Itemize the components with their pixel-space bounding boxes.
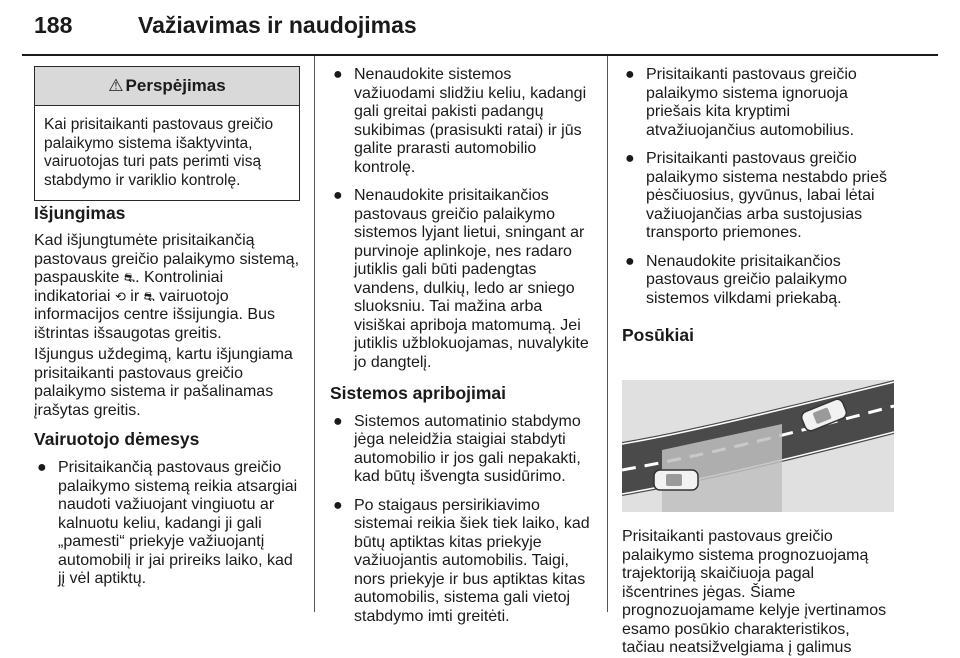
list-item-text: Nenaudokite prisitaikančios pastovaus greičio palaikymo sistemos vilkdami priekabą. bbox=[646, 252, 847, 307]
list-item bbox=[622, 66, 892, 140]
column-3 bbox=[622, 56, 892, 656]
page-header bbox=[22, 0, 938, 56]
warning-title: Perspėjimas bbox=[125, 75, 226, 95]
bullet-list bbox=[330, 413, 595, 627]
bullet-dot: ● bbox=[333, 412, 343, 430]
bullet-dot: ● bbox=[625, 252, 635, 270]
cruise-control-icon: ⛐ bbox=[123, 270, 136, 285]
bullet-dot: ● bbox=[333, 66, 343, 83]
list-item bbox=[330, 187, 595, 372]
warning-text: Kai prisitaikanti pastovaus greičio palaikymo sistema išaktyvinta, vairuotojas turi pats perimti visą stabdymo ir variklio kontrolę. bbox=[44, 116, 274, 189]
section-heading-driver-attention: Vairuotojo dėmesys bbox=[34, 429, 200, 449]
paragraph-isjungimas bbox=[34, 232, 304, 343]
page-title: Važiavimas ir naudojimas bbox=[138, 12, 417, 38]
warning-triangle-icon: ⚠ bbox=[108, 75, 124, 95]
list-item bbox=[330, 497, 595, 627]
text-fragment: ir bbox=[125, 287, 144, 305]
column-divider bbox=[607, 56, 608, 612]
list-item-text: Prisitaikanti pastovaus greičio palaikymo sistema ignoruoja priešais kita kryptimi atvažiuojančius automobilius. bbox=[646, 66, 857, 139]
section-heading-isjungimas: Išjungimas bbox=[34, 203, 126, 223]
list-item-text: Prisitaikanti pastovaus greičio palaikymo sistema nestabdo prieš pėsčiuosius, gyvūnus, labai lėtai važiuojančias arba sustojusias transporto priemones. bbox=[646, 150, 888, 241]
curve-road-illustration bbox=[622, 380, 894, 512]
list-item bbox=[34, 459, 304, 589]
list-item-text: Po staigaus persirikiavimo sistemai reikia šiek tiek laiko, kad būtų aptiktas kitas priekyje važiuojantis automobilis. Taigi, nors priekyje ir bus aptiktas kitas automobilis, sistema gali vietoj stabdymo imti greitėti. bbox=[354, 496, 590, 625]
bullet-list bbox=[622, 66, 892, 308]
bullet-dot: ● bbox=[625, 66, 635, 83]
bullet-list bbox=[330, 66, 595, 372]
bullet-dot: ● bbox=[37, 459, 47, 476]
text-fragment: . Kontroliniai indikatoriai bbox=[34, 269, 224, 305]
bullet-dot: ● bbox=[333, 187, 343, 204]
list-item-text: Prisitaikančią pastovaus greičio palaikymo sistemą reikia atsargiai naudoti važiuojant vingiuotu ar kalnuotu keliu, kadangi ji gali „pamesti“ priekyje važiuojantį automobilį ir jai prireiks laiko, kad jį vėl aptiktų. bbox=[58, 459, 298, 587]
bullet-list bbox=[34, 459, 304, 599]
list-item bbox=[622, 253, 892, 309]
column-divider bbox=[314, 56, 315, 612]
own-car-icon bbox=[654, 470, 698, 490]
list-item-text: Nenaudokite prisitaikančios pastovaus greičio palaikymo sistemos lyjant lietui, sningant ar purvinoje aplinkoje, nes radaro jutiklis gali būti padengtas vandens, dulkių, ledo ar sniego sluoksniu. Tai mažina arba visiškai apriboja matomumą. Jei jutiklis užblokuojamas, nuvalykite jo dangtelį. bbox=[354, 187, 589, 371]
page-number: 188 bbox=[34, 12, 73, 38]
text-fragment: Kad išjungtumėte prisitaikančią pastovaus greičio palaikymo sistemą, paspauskite bbox=[34, 232, 300, 286]
list-item-text: Sistemos automatinio stabdymo jėga neleidžia staigiai stabdyti automobilio ir jos gali nepakakti, kad būtų išvengta susidūrimo. bbox=[354, 412, 581, 485]
paragraph-curves: Prisitaikanti pastovaus greičio palaikymo sistema prognozuojamą trajektoriją skaičiuoja pagal išcentrines jėgas. Šiame prognozuojamame kelyje įvertinamos esamo posūkio charakteristikos, tačiau neatsižvelgiama į galimus bbox=[622, 528, 887, 656]
bullet-dot: ● bbox=[625, 150, 635, 167]
section-heading-limitations: Sistemos apribojimai bbox=[330, 383, 507, 403]
cruise-control-icon: ⛐ bbox=[143, 288, 155, 304]
indicator-icon: ⟲ bbox=[114, 288, 126, 304]
list-item bbox=[622, 150, 892, 243]
list-item bbox=[330, 413, 595, 487]
list-item bbox=[330, 66, 595, 177]
paragraph-ignition: Išjungus uždegimą, kartu išjungiama prisitaikanti pastovaus greičio palaikymo sistema ir pašalinamas įrašytas greitis. bbox=[34, 346, 293, 419]
warning-box bbox=[34, 66, 300, 201]
column-2 bbox=[330, 56, 595, 636]
section-heading-curves: Posūkiai bbox=[622, 325, 694, 345]
list-item-text: Nenaudokite sistemos važiuodami slidžiu keliu, kadangi gali greitai pakisti padangų sukibimas (prasisukti ratai) ir jūs galite prarasti automobilio kontrolę. bbox=[354, 66, 587, 176]
bullet-dot: ● bbox=[333, 496, 343, 514]
warning-header bbox=[35, 67, 299, 106]
text-fragment: vairuotojo informacijos centre išsijungia. Bus ištrintas išsaugotas greitis. bbox=[34, 287, 275, 342]
